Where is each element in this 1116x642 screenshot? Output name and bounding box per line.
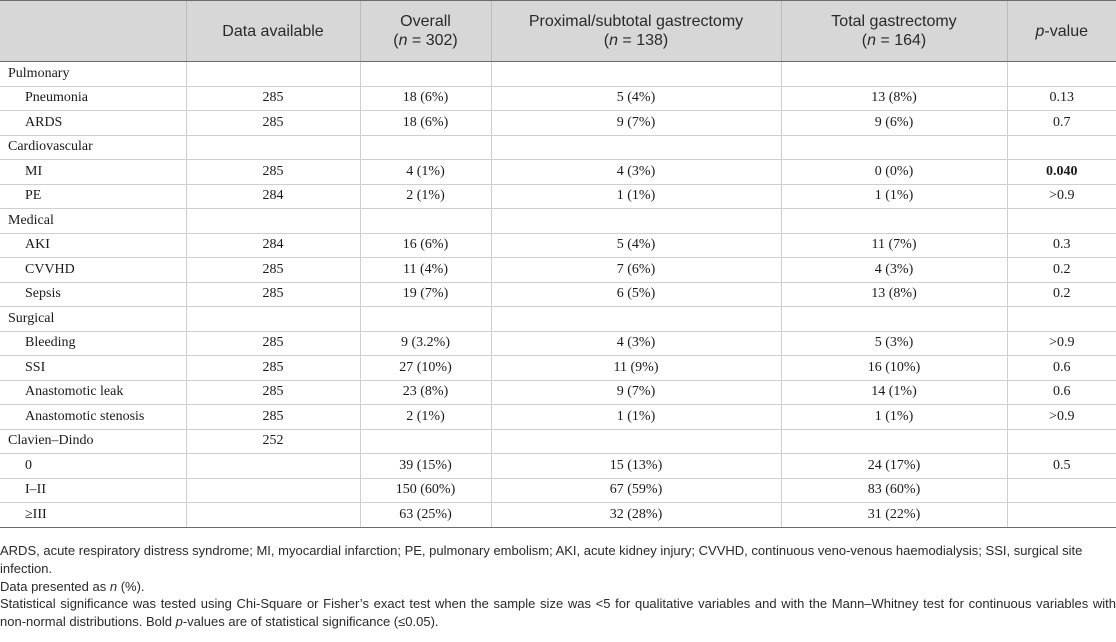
cell-overall: 11 (4%) bbox=[360, 258, 491, 283]
row-label: I–II bbox=[0, 478, 186, 503]
cell-proximal bbox=[491, 307, 781, 332]
header-row bbox=[0, 1, 1116, 62]
cell-data-available: 285 bbox=[186, 86, 360, 111]
cell-data-available: 285 bbox=[186, 111, 360, 136]
table-row bbox=[0, 160, 1116, 185]
cell-total bbox=[781, 135, 1007, 160]
cell-data-available bbox=[186, 135, 360, 160]
cell-p-value bbox=[1007, 478, 1116, 503]
cell-p-value bbox=[1007, 503, 1116, 528]
table-row bbox=[0, 184, 1116, 209]
cell-p-value bbox=[1007, 307, 1116, 332]
table-footnotes bbox=[0, 542, 1116, 631]
cell-proximal bbox=[491, 62, 781, 87]
cell-total: 24 (17%) bbox=[781, 454, 1007, 479]
footnote-statistics: Statistical significance was tested using Chi-Square or Fisher’s exact test when the sample size was <5 for qualitative variables and with the Mann–Whitney test for continuous variables with non-normal distributions. Bold p-values are of statistical significance (≤0.05). bbox=[0, 596, 1116, 630]
cell-total bbox=[781, 307, 1007, 332]
row-label: Clavien–Dindo bbox=[0, 429, 186, 454]
cell-data-available: 285 bbox=[186, 405, 360, 430]
cell-overall: 63 (25%) bbox=[360, 503, 491, 528]
cell-proximal: 1 (1%) bbox=[491, 405, 781, 430]
cell-total: 13 (8%) bbox=[781, 282, 1007, 307]
row-label: PE bbox=[0, 184, 186, 209]
cell-proximal: 4 (3%) bbox=[491, 331, 781, 356]
table-row bbox=[0, 258, 1116, 283]
cell-overall bbox=[360, 209, 491, 234]
table-row bbox=[0, 429, 1116, 454]
cell-overall bbox=[360, 307, 491, 332]
cell-overall bbox=[360, 62, 491, 87]
cell-data-available bbox=[186, 454, 360, 479]
header-proximal-subtotal: Proximal/subtotal gastrectomy (n = 138) bbox=[491, 1, 781, 62]
cell-p-value: >0.9 bbox=[1007, 184, 1116, 209]
table-row bbox=[0, 307, 1116, 332]
header-overall: Overall (n = 302) bbox=[360, 1, 491, 62]
cell-p-value: 0.2 bbox=[1007, 258, 1116, 283]
row-label: Anastomotic stenosis bbox=[0, 405, 186, 430]
cell-overall: 16 (6%) bbox=[360, 233, 491, 258]
cell-p-value: 0.2 bbox=[1007, 282, 1116, 307]
cell-total: 0 (0%) bbox=[781, 160, 1007, 185]
footnote-presentation: Data presented as n (%). bbox=[0, 578, 145, 594]
row-label: 0 bbox=[0, 454, 186, 479]
table-row bbox=[0, 209, 1116, 234]
cell-total: 11 (7%) bbox=[781, 233, 1007, 258]
cell-proximal: 5 (4%) bbox=[491, 233, 781, 258]
cell-p-value: 0.040 bbox=[1007, 160, 1116, 185]
cell-overall: 2 (1%) bbox=[360, 184, 491, 209]
cell-overall: 19 (7%) bbox=[360, 282, 491, 307]
row-label: AKI bbox=[0, 233, 186, 258]
table-row bbox=[0, 405, 1116, 430]
cell-data-available bbox=[186, 209, 360, 234]
cell-p-value bbox=[1007, 135, 1116, 160]
cell-proximal: 6 (5%) bbox=[491, 282, 781, 307]
cell-p-value: >0.9 bbox=[1007, 331, 1116, 356]
row-label: SSI bbox=[0, 356, 186, 381]
row-label: ≥III bbox=[0, 503, 186, 528]
row-label: Pulmonary bbox=[0, 62, 186, 87]
cell-data-available: 285 bbox=[186, 160, 360, 185]
table-row bbox=[0, 111, 1116, 136]
cell-p-value: 0.5 bbox=[1007, 454, 1116, 479]
cell-proximal: 32 (28%) bbox=[491, 503, 781, 528]
cell-overall: 4 (1%) bbox=[360, 160, 491, 185]
cell-overall: 150 (60%) bbox=[360, 478, 491, 503]
cell-data-available: 252 bbox=[186, 429, 360, 454]
cell-total: 9 (6%) bbox=[781, 111, 1007, 136]
table-row bbox=[0, 282, 1116, 307]
header-variable bbox=[0, 1, 186, 62]
footnote-abbreviations: ARDS, acute respiratory distress syndrome; MI, myocardial infarction; PE, pulmonary embolism; AKI, acute kidney injury; CVVHD, continuous veno-venous haemodialysis; SSI, surgical site infection. bbox=[0, 543, 1083, 576]
cell-proximal bbox=[491, 209, 781, 234]
row-label: Bleeding bbox=[0, 331, 186, 356]
table-row bbox=[0, 356, 1116, 381]
cell-overall: 9 (3.2%) bbox=[360, 331, 491, 356]
cell-p-value bbox=[1007, 429, 1116, 454]
header-total-gastrectomy: Total gastrectomy (n = 164) bbox=[781, 1, 1007, 62]
table-row bbox=[0, 454, 1116, 479]
cell-overall bbox=[360, 429, 491, 454]
cell-data-available bbox=[186, 503, 360, 528]
cell-proximal: 9 (7%) bbox=[491, 380, 781, 405]
row-label: Surgical bbox=[0, 307, 186, 332]
row-label: ARDS bbox=[0, 111, 186, 136]
cell-proximal: 9 (7%) bbox=[491, 111, 781, 136]
table-row bbox=[0, 86, 1116, 111]
table-row bbox=[0, 380, 1116, 405]
cell-data-available bbox=[186, 307, 360, 332]
cell-total: 1 (1%) bbox=[781, 184, 1007, 209]
table-row bbox=[0, 478, 1116, 503]
cell-p-value bbox=[1007, 62, 1116, 87]
table-row bbox=[0, 503, 1116, 528]
cell-overall: 27 (10%) bbox=[360, 356, 491, 381]
row-label: Sepsis bbox=[0, 282, 186, 307]
cell-proximal: 7 (6%) bbox=[491, 258, 781, 283]
cell-p-value: 0.3 bbox=[1007, 233, 1116, 258]
cell-total bbox=[781, 209, 1007, 234]
cell-total: 13 (8%) bbox=[781, 86, 1007, 111]
cell-data-available bbox=[186, 478, 360, 503]
cell-p-value: 0.6 bbox=[1007, 380, 1116, 405]
header-data-available: Data available bbox=[186, 1, 360, 62]
cell-data-available: 284 bbox=[186, 233, 360, 258]
cell-overall: 23 (8%) bbox=[360, 380, 491, 405]
cell-data-available: 285 bbox=[186, 331, 360, 356]
cell-overall: 18 (6%) bbox=[360, 86, 491, 111]
row-label: Anastomotic leak bbox=[0, 380, 186, 405]
table-row bbox=[0, 233, 1116, 258]
row-label: Pneumonia bbox=[0, 86, 186, 111]
cell-proximal: 15 (13%) bbox=[491, 454, 781, 479]
cell-data-available: 284 bbox=[186, 184, 360, 209]
cell-total: 16 (10%) bbox=[781, 356, 1007, 381]
cell-overall: 2 (1%) bbox=[360, 405, 491, 430]
cell-total: 31 (22%) bbox=[781, 503, 1007, 528]
cell-p-value: 0.7 bbox=[1007, 111, 1116, 136]
cell-total: 1 (1%) bbox=[781, 405, 1007, 430]
cell-proximal: 4 (3%) bbox=[491, 160, 781, 185]
cell-proximal bbox=[491, 135, 781, 160]
cell-proximal: 11 (9%) bbox=[491, 356, 781, 381]
cell-proximal: 67 (59%) bbox=[491, 478, 781, 503]
table-row bbox=[0, 331, 1116, 356]
cell-p-value: 0.13 bbox=[1007, 86, 1116, 111]
cell-data-available: 285 bbox=[186, 380, 360, 405]
cell-proximal: 1 (1%) bbox=[491, 184, 781, 209]
cell-total: 83 (60%) bbox=[781, 478, 1007, 503]
cell-p-value bbox=[1007, 209, 1116, 234]
cell-overall: 18 (6%) bbox=[360, 111, 491, 136]
row-label: MI bbox=[0, 160, 186, 185]
cell-overall bbox=[360, 135, 491, 160]
cell-data-available: 285 bbox=[186, 356, 360, 381]
cell-proximal: 5 (4%) bbox=[491, 86, 781, 111]
cell-total bbox=[781, 62, 1007, 87]
cell-total: 4 (3%) bbox=[781, 258, 1007, 283]
cell-data-available: 285 bbox=[186, 258, 360, 283]
header-p-value: p-value bbox=[1007, 1, 1116, 62]
table-row bbox=[0, 135, 1116, 160]
cell-p-value: >0.9 bbox=[1007, 405, 1116, 430]
cell-data-available bbox=[186, 62, 360, 87]
cell-p-value: 0.6 bbox=[1007, 356, 1116, 381]
cell-total bbox=[781, 429, 1007, 454]
cell-total: 5 (3%) bbox=[781, 331, 1007, 356]
cell-data-available: 285 bbox=[186, 282, 360, 307]
row-label: Cardiovascular bbox=[0, 135, 186, 160]
cell-total: 14 (1%) bbox=[781, 380, 1007, 405]
row-label: Medical bbox=[0, 209, 186, 234]
table-row bbox=[0, 62, 1116, 87]
cell-proximal bbox=[491, 429, 781, 454]
row-label: CVVHD bbox=[0, 258, 186, 283]
cell-overall: 39 (15%) bbox=[360, 454, 491, 479]
